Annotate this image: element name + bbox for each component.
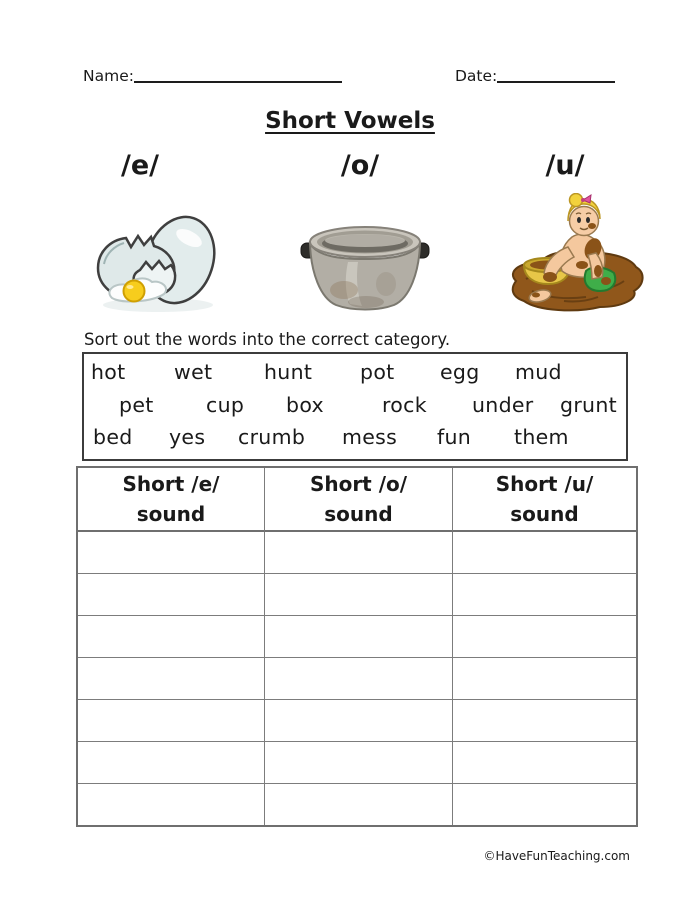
word-bed: bed: [93, 425, 133, 449]
date-field: [455, 66, 615, 85]
phoneme-label-e: /e/: [120, 150, 160, 181]
word-crumb: crumb: [238, 425, 306, 449]
table-empty-cell: [78, 784, 264, 825]
table-empty-cell: [452, 700, 636, 742]
table-empty-cell: [452, 742, 636, 784]
column-header-short-e: Short /e/ sound: [78, 468, 264, 532]
word-mess: mess: [342, 425, 398, 449]
word-cup: cup: [206, 393, 245, 417]
phoneme-label-u: /u/: [545, 150, 585, 181]
table-empty-cell: [78, 700, 264, 742]
cracked-egg-icon: [88, 210, 228, 314]
word-box: box: [286, 393, 324, 417]
table-empty-cell: [264, 784, 452, 825]
column-header-short-u: Short /u/ sound: [452, 468, 636, 532]
word-under: under: [472, 393, 534, 417]
table-empty-cell: [264, 658, 452, 700]
word-egg: egg: [440, 360, 480, 384]
word-hot: hot: [91, 360, 126, 384]
table-empty-cell: [264, 742, 452, 784]
word-bank-box: [82, 352, 628, 461]
table-empty-cell: [452, 784, 636, 825]
date-blank-line: [497, 66, 615, 83]
table-empty-cell: [452, 658, 636, 700]
table-empty-cell: [78, 574, 264, 616]
word-them: them: [514, 425, 569, 449]
table-empty-cell: [264, 700, 452, 742]
word-pot: pot: [360, 360, 395, 384]
mud-play-image: [498, 193, 648, 317]
word-grunt: grunt: [560, 393, 617, 417]
table-empty-cell: [264, 574, 452, 616]
word-yes: yes: [169, 425, 206, 449]
word-rock: rock: [382, 393, 427, 417]
word-wet: wet: [174, 360, 213, 384]
table-empty-cell: [78, 532, 264, 574]
girl-in-mud-icon: [498, 193, 648, 317]
table-empty-cell: [452, 616, 636, 658]
table-empty-cell: [78, 742, 264, 784]
word-mud: mud: [515, 360, 562, 384]
table-empty-cell: [78, 616, 264, 658]
sort-table: [76, 466, 638, 827]
footer-credit: ©HaveFunTeaching.com: [483, 849, 630, 863]
column-header-short-o: Short /o/ sound: [264, 468, 452, 532]
date-label: Date:: [455, 67, 498, 85]
table-empty-cell: [452, 574, 636, 616]
instruction-text: Sort out the words into the correct category.: [84, 330, 451, 349]
name-field: [83, 66, 342, 85]
word-pet: pet: [119, 393, 154, 417]
word-fun: fun: [437, 425, 472, 449]
table-empty-cell: [264, 532, 452, 574]
pot-image: [300, 216, 430, 314]
pot-icon: [300, 216, 430, 314]
table-empty-cell: [264, 616, 452, 658]
page-title: Short Vowels: [265, 108, 435, 134]
word-hunt: hunt: [264, 360, 313, 384]
table-empty-cell: [452, 532, 636, 574]
name-label: Name:: [83, 67, 134, 85]
table-empty-cell: [78, 658, 264, 700]
cracked-egg-image: [88, 210, 228, 314]
phoneme-label-o: /o/: [340, 150, 380, 181]
name-blank-line: [134, 66, 342, 83]
